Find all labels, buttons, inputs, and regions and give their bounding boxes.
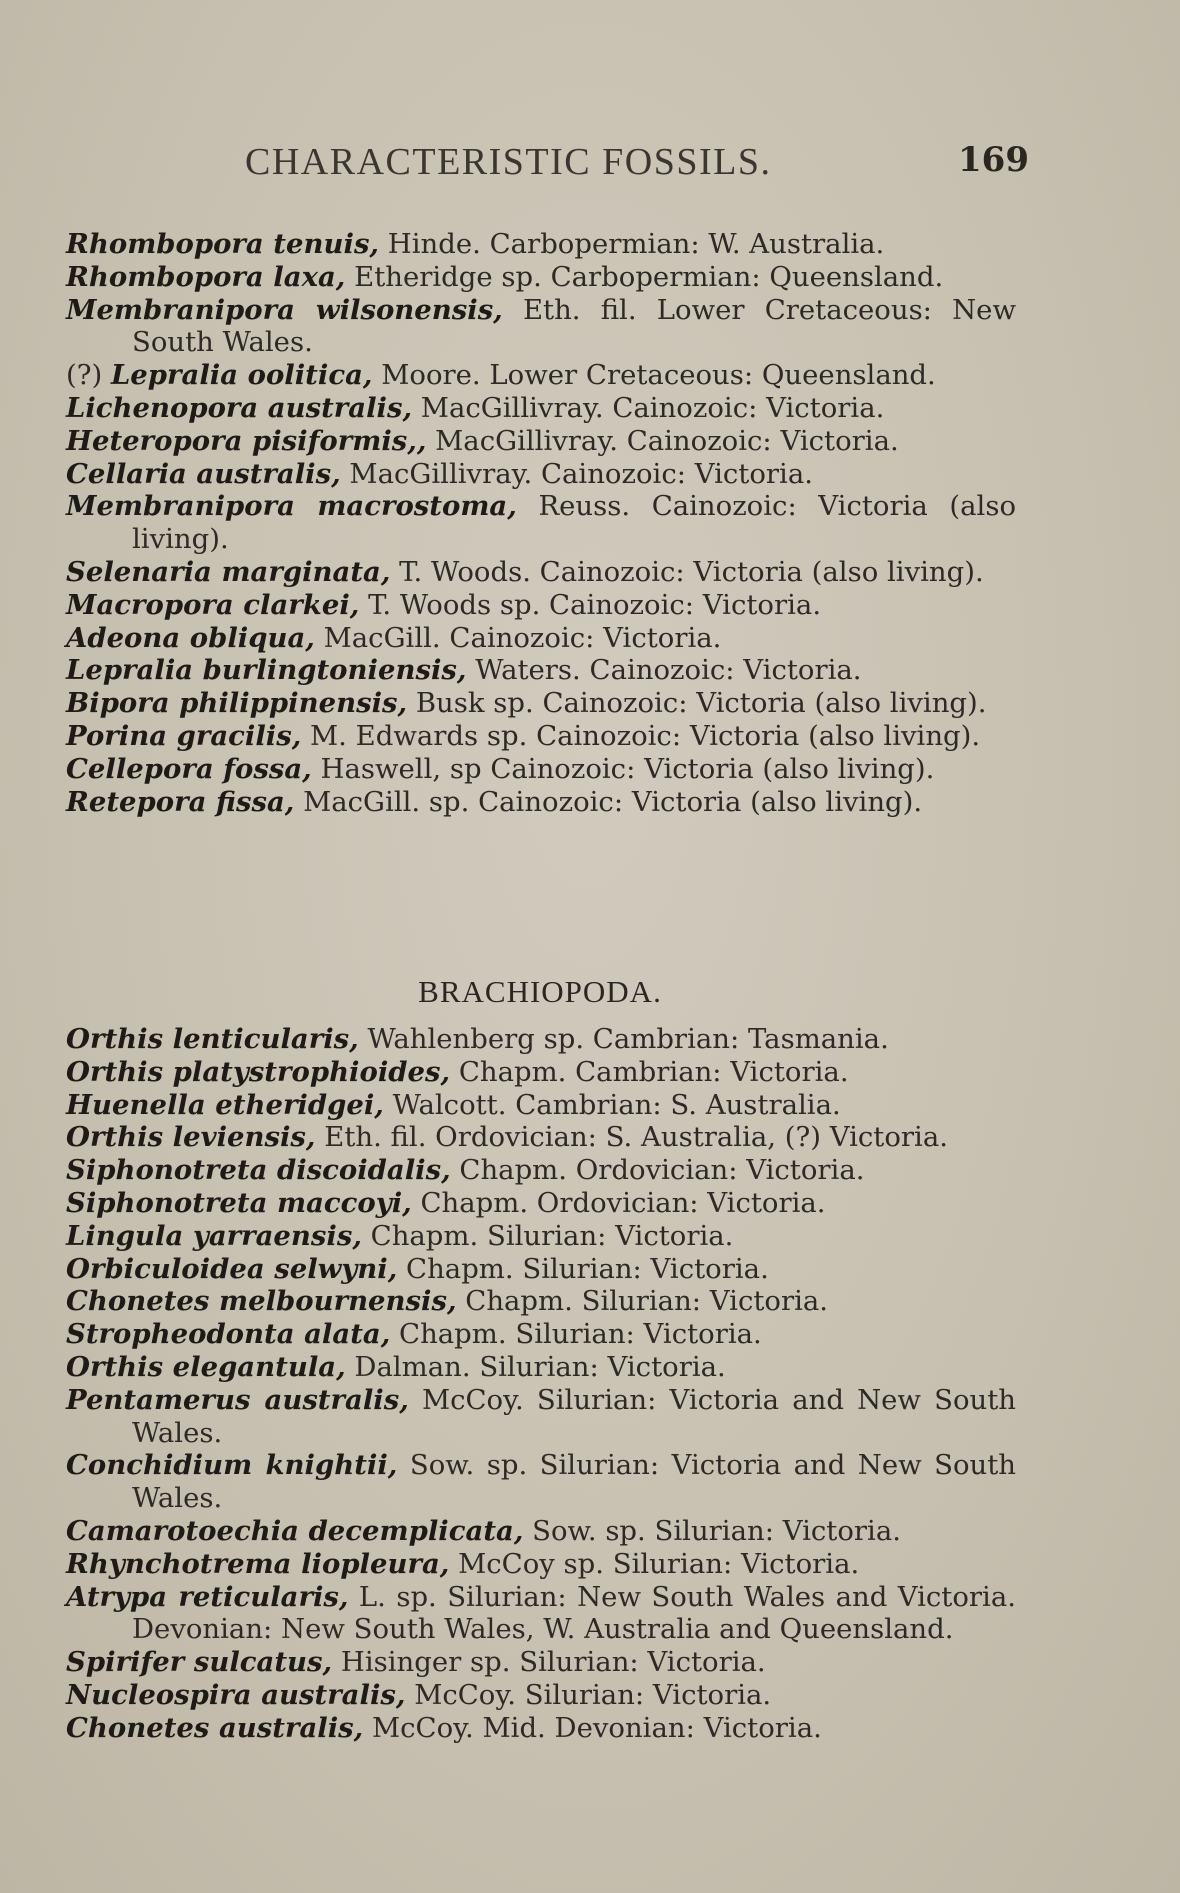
taxon-name: Lingula yarraensis, [66,1219,362,1252]
entry-details: Moore. Lower Cretaceous: Queensland. [372,359,936,392]
fossil-entry [66,1351,1016,1384]
taxon-name: Macropora clarkei, [66,588,360,621]
fossil-entry [66,654,1016,687]
taxon-name: Bipora philippinensis, [66,687,408,720]
fossil-entry [66,490,1016,556]
entry-details: Chapm. Silurian: Victoria. [397,1252,769,1285]
entry-details: Sow. sp. Silurian: Victoria. [523,1514,901,1547]
page-number: 169 [958,140,1029,180]
running-title: CHARACTERISTIC FOSSILS. [245,141,772,183]
taxon-name: Heteropora pisiformis,, [66,424,427,457]
taxon-name: Membranipora wilsonensis, [66,293,503,326]
entry-details: Hisinger sp. Silurian: Victoria. [332,1646,766,1679]
fossil-entry [66,1646,1016,1679]
fossil-entry [66,720,1016,753]
taxon-name: Rhombopora tenuis, [66,228,380,260]
entry-details: Chapm. Ordovician: Victoria. [450,1154,865,1187]
entry-details: L. sp. Silurian: New South Wales and Victoria. Devonian: New South Wales, W. Australia and Queensland. [132,1580,1016,1646]
taxon-name: Cellepora fossa, [66,752,312,785]
page-header [0,140,1180,190]
entry-details: McCoy sp. Silurian: Victoria. [449,1547,860,1580]
entry-details: McCoy. Silurian: Victoria and New South Wales. [132,1383,1017,1449]
fossil-entry [66,1285,1016,1318]
taxon-name: Orthis lenticularis, [66,1023,359,1055]
entry-details: MacGill. sp. Cainozoic: Victoria (also living). [294,785,923,818]
entry-details: MacGill. Cainozoic: Victoria. [314,621,722,654]
fossil-entry [66,261,1016,294]
fossil-entry [66,228,1016,261]
entry-details: Walcott. Cambrian: S. Australia. [383,1088,841,1121]
fossil-entry [66,425,1016,458]
fossil-entry [66,1121,1016,1154]
taxon-name: Lepralia oolitica, [110,359,373,392]
taxon-name: Huenella etheridgei, [66,1088,384,1121]
fossil-entry [66,1712,1016,1745]
taxon-name: Orthis leviensis, [66,1121,316,1154]
taxon-name: Porina gracilis, [66,719,302,752]
entry-details: Etheridge sp. Carbopermian: Queensland. [345,260,944,293]
fossil-entry [66,458,1016,491]
fossil-entry [66,1089,1016,1122]
fossil-entry [66,1581,1016,1647]
entry-details: Busk sp. Cainozoic: Victoria (also living). [407,687,987,720]
fossil-entry [66,1548,1016,1581]
entry-details: Wahlenberg sp. Cambrian: Tasmania. [358,1023,889,1055]
entry-details: MacGillivray. Cainozoic: Victoria. [340,457,813,490]
fossil-entry [66,753,1016,786]
entry-details: MacGillivray. Cainozoic: Victoria. [412,391,885,424]
fossil-entry [66,687,1016,720]
taxon-name: Adeona obliqua, [66,621,315,654]
entry-details: Chapm. Cambrian: Victoria. [450,1055,849,1088]
entry-details: T. Woods sp. Cainozoic: Victoria. [359,588,822,621]
taxon-name: Spirifer sulcatus, [66,1646,333,1679]
fossil-entry [66,1449,1016,1515]
fossil-entry [66,1187,1016,1220]
taxon-name: Chonetes melbournensis, [66,1285,457,1318]
fossil-entry [66,1384,1016,1450]
fossil-entry [66,1220,1016,1253]
fossil-entry [66,1154,1016,1187]
fossil-entry [66,1318,1016,1351]
taxon-name: Pentamerus australis, [66,1383,409,1416]
entry-details: M. Edwards sp. Cainozoic: Victoria (also living). [301,719,981,752]
taxon-name: Nucleospira australis, [66,1678,406,1711]
entry-details: Chapm. Silurian: Victoria. [456,1285,829,1318]
fossil-entry [66,1679,1016,1712]
entry-details: Chapm. Silurian: Victoria. [390,1318,762,1351]
fossil-entry [66,1056,1016,1089]
entry-details: T. Woods. Cainozoic: Victoria (also living). [390,555,984,588]
taxon-name: Camarotoechia decemplicata, [66,1514,524,1547]
entry-details: Haswell, sp Cainozoic: Victoria (also living). [311,752,935,785]
fossil-entry [66,1023,1016,1056]
taxon-name: Orthis elegantula, [66,1350,346,1383]
entry-details: McCoy. Silurian: Victoria. [405,1678,772,1711]
taxon-name: Atrypa reticularis, [66,1580,349,1613]
entry-details: Chapm. Ordovician: Victoria. [411,1186,826,1219]
brachiopoda-list [66,1023,1016,1745]
entry-details: Eth. fil. Ordovician: S. Australia, (?) Victoria. [315,1121,948,1154]
fossil-entry [66,392,1016,425]
taxon-name: Conchidium knightii, [66,1449,398,1482]
taxon-name: Rhynchotrema liopleura, [66,1547,450,1580]
taxon-name: Cellaria australis, [66,457,341,490]
fossil-entry [66,1253,1016,1286]
taxon-name: Rhombopora laxa, [66,260,346,293]
taxon-name: Orbiculoidea selwyni, [66,1252,398,1285]
entry-details: McCoy. Mid. Devonian: Victoria. [363,1711,822,1744]
taxon-name: Retepora fissa, [66,785,295,818]
entry-details: Sow. sp. Silurian: Victoria and New South Wales. [132,1449,1016,1515]
taxon-name: Membranipora macrostoma, [66,490,517,523]
bryozoa-list [66,228,1016,818]
taxon-name: Chonetes australis, [66,1711,364,1744]
taxon-name: Lepralia burlingtoniensis, [66,654,467,687]
fossil-entry [66,1515,1016,1548]
entry-details: MacGillivray. Cainozoic: Victoria. [426,424,899,457]
fossil-entry [66,359,1016,392]
fossil-entry [66,294,1016,360]
entry-details: Hinde. Carbopermian: W. Australia. [379,228,885,260]
entry-details: Eth. fil. Lower Cretaceous: New South Wales. [132,293,1016,359]
taxon-name: Selenaria marginata, [66,555,391,588]
entry-details: Reuss. Cainozoic: Victoria (also living). [132,490,1017,556]
taxon-name: Siphonotreta maccoyi, [66,1186,412,1219]
section-heading-brachiopoda: BRACHIOPODA. [418,974,662,1009]
entry-details: Chapm. Silurian: Victoria. [361,1219,734,1252]
fossil-entry [66,786,1016,819]
fossil-entry [66,622,1016,655]
taxon-name: Siphonotreta discoidalis, [66,1154,451,1187]
fossil-entry [66,589,1016,622]
entry-details: Waters. Cainozoic: Victoria. [466,654,862,687]
taxon-name: Orthis platystrophioides, [66,1055,451,1088]
taxon-name: Stropheodonta alata, [66,1318,391,1351]
entry-details: Dalman. Silurian: Victoria. [345,1350,726,1383]
fossil-entry [66,556,1016,589]
taxon-name: Lichenopora australis, [66,391,413,424]
uncertainty-mark: (?) [66,359,111,392]
